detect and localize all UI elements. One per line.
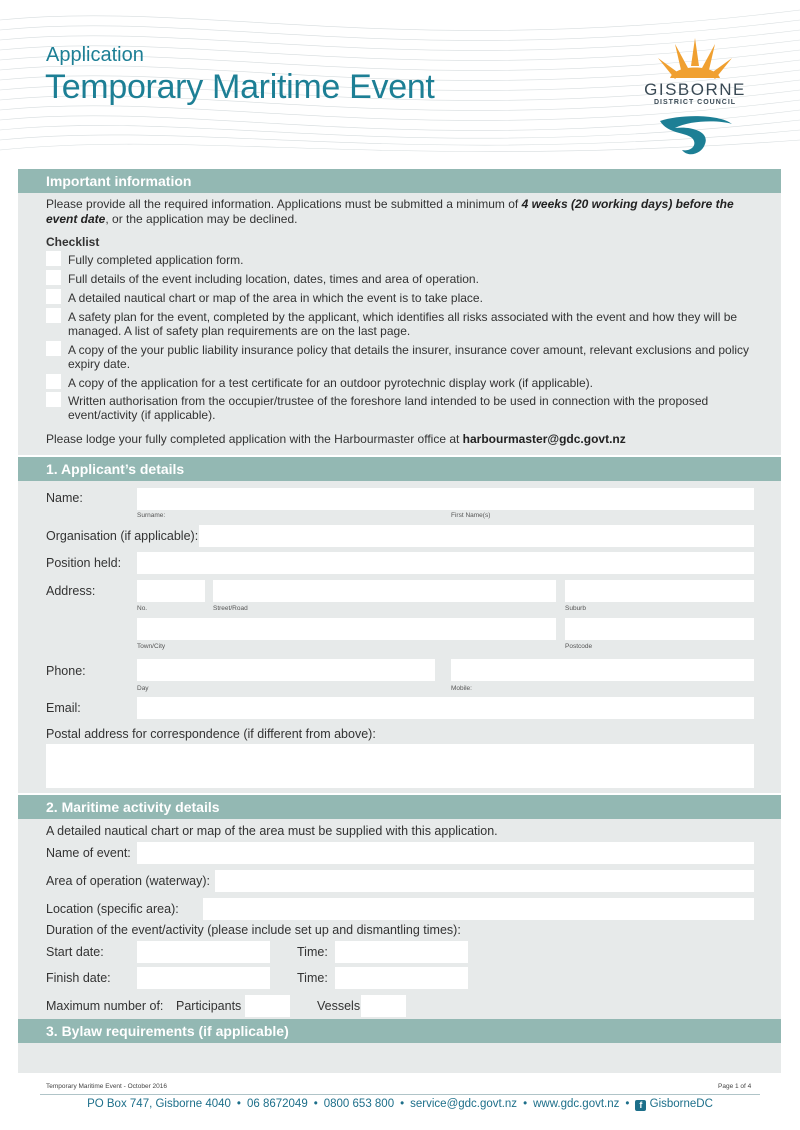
finish-time-label: Time: [297,971,328,985]
checklist-checkbox[interactable] [46,341,61,356]
checklist-checkbox[interactable] [46,374,61,389]
start-time-label: Time: [297,945,328,959]
location-field[interactable] [203,898,754,920]
address-street-field[interactable] [213,580,556,602]
deadline-emphasis: 4 weeks (20 working days) before the [521,197,734,211]
checklist-checkbox[interactable] [46,270,61,285]
bylaw-heading: 3. Bylaw requirements (if applicable) [18,1019,781,1043]
application-subtitle: Application [46,44,144,66]
start-time-field[interactable] [335,941,468,963]
lodge-text: Please lodge your fully completed application with the Harbourmaster office at harbourmaster@gdc.govt.nz [46,432,626,446]
checklist-item: Written authorisation from the occupier/trustee of the foreshore land intended to be used in connection with the proposed event/activity (if applicable). [68,394,709,422]
checklist-title: Checklist [46,235,100,249]
email-field[interactable] [137,697,754,719]
max-number-label: Maximum number of: [46,999,164,1013]
participants-label: Participants [176,999,242,1013]
footer-phone: 06 8672049 [246,1098,308,1110]
page-number: Page 1 of 4 [718,1083,752,1090]
facebook-link[interactable]: GisborneDC [649,1098,713,1110]
phone-day-field[interactable] [137,659,435,681]
finish-time-field[interactable] [335,967,468,989]
harbourmaster-email: harbourmaster@gdc.govt.nz [462,432,626,446]
start-date-label: Start date: [46,945,104,959]
checklist-checkbox[interactable] [46,308,61,323]
name-label: Name: [46,491,83,505]
applicant-heading: 1. Applicant’s details [18,457,781,481]
address-suburb-field[interactable] [565,580,754,602]
po-box: PO Box 747, Gisborne 4040 [87,1098,231,1110]
day-hint: Day [137,685,149,692]
checklist-item: A copy of the your public liability insurance policy that details the insurer, insurance cover amount, relevant exclusions and policy expiry date. [68,343,750,371]
page-title: Temporary Maritime Event [45,68,435,106]
vessels-field[interactable] [361,995,406,1017]
participants-field[interactable] [245,995,290,1017]
email-label: Email: [46,701,81,715]
intro-text: Please provide all the required information. Applications must be submitted a minimum of 4 weeks (20 working days) before the event date, or the application may be declined. [46,197,734,226]
document-reference: Temporary Maritime Event - October 2016 [46,1083,168,1090]
logo-name: GISBORNE [644,80,746,99]
footer-contact: PO Box 747, Gisborne 4040 • 06 8672049 • 0800 653 800 • service@gdc.govt.nz • www.gdc.govt.nz • f GisborneDC [87,1098,713,1110]
checklist-checkbox[interactable] [46,289,61,304]
firstname-hint: First Name(s) [451,512,491,519]
area-label: Area of operation (waterway): [46,874,210,888]
bylaw-panel [18,1043,781,1073]
checklist-item: Full details of the event including location, dates, times and area of operation. [68,272,479,286]
checklist-item: A safety plan for the event, completed by the applicant, which identifies all risks associated with the event and how they will be managed. A list of safety plan requirements are on the last page. [68,310,738,338]
facebook-icon: f [635,1100,646,1111]
footer-email-link[interactable]: service@gdc.govt.nz [410,1098,518,1110]
event-date-emphasis: event date [46,212,106,226]
area-field[interactable] [215,870,754,892]
finish-date-label: Finish date: [46,971,111,985]
checklist-checkbox[interactable] [46,251,61,266]
postal-address-label: Postal address for correspondence (if different from above): [46,727,376,741]
position-label: Position held: [46,556,122,570]
maritime-heading: 2. Maritime activity details [18,795,781,819]
duration-label: Duration of the event/activity (please include set up and dismantling times): [46,923,461,937]
checklist-item: A detailed nautical chart or map of the area in which the event is to take place. [68,291,483,305]
organisation-field[interactable] [199,525,754,547]
postcode-hint: Postcode [565,643,593,650]
town-hint: Town/City [137,643,166,650]
address-town-field[interactable] [137,618,556,640]
address-label: Address: [46,584,96,598]
suburb-hint: Suburb [565,605,586,612]
phone-mobile-field[interactable] [451,659,754,681]
location-label: Location (specific area): [46,902,179,916]
start-date-field[interactable] [137,941,270,963]
checklist-item: Fully completed application form. [68,253,244,267]
event-name-label: Name of event: [46,846,131,860]
important-info-heading: Important information [18,169,781,193]
surname-hint: Surname: [137,512,166,519]
finish-date-field[interactable] [137,967,270,989]
footer-website-link[interactable]: www.gdc.govt.nz [533,1098,620,1110]
checklist-item: A copy of the application for a test certificate for an outdoor pyrotechnic display work (if applicable). [68,376,593,390]
name-field[interactable] [137,488,754,510]
postal-address-field[interactable] [46,744,754,788]
event-name-field[interactable] [137,842,754,864]
footer-divider [40,1094,760,1095]
vessels-label: Vessels [317,999,361,1013]
position-field[interactable] [137,552,754,574]
address-no-field[interactable] [137,580,205,602]
logo-subtitle: DISTRICT COUNCIL [653,99,737,106]
no-hint: No. [137,605,148,612]
mobile-hint: Mobile: [451,685,472,692]
organisation-label: Organisation (if applicable): [46,529,199,543]
street-hint: Street/Road [213,605,248,612]
address-postcode-field[interactable] [565,618,754,640]
chart-note: A detailed nautical chart or map of the area must be supplied with this application. [46,824,498,838]
checklist-checkbox[interactable] [46,392,61,407]
footer-freephone: 0800 653 800 [323,1098,395,1110]
phone-label: Phone: [46,664,86,678]
